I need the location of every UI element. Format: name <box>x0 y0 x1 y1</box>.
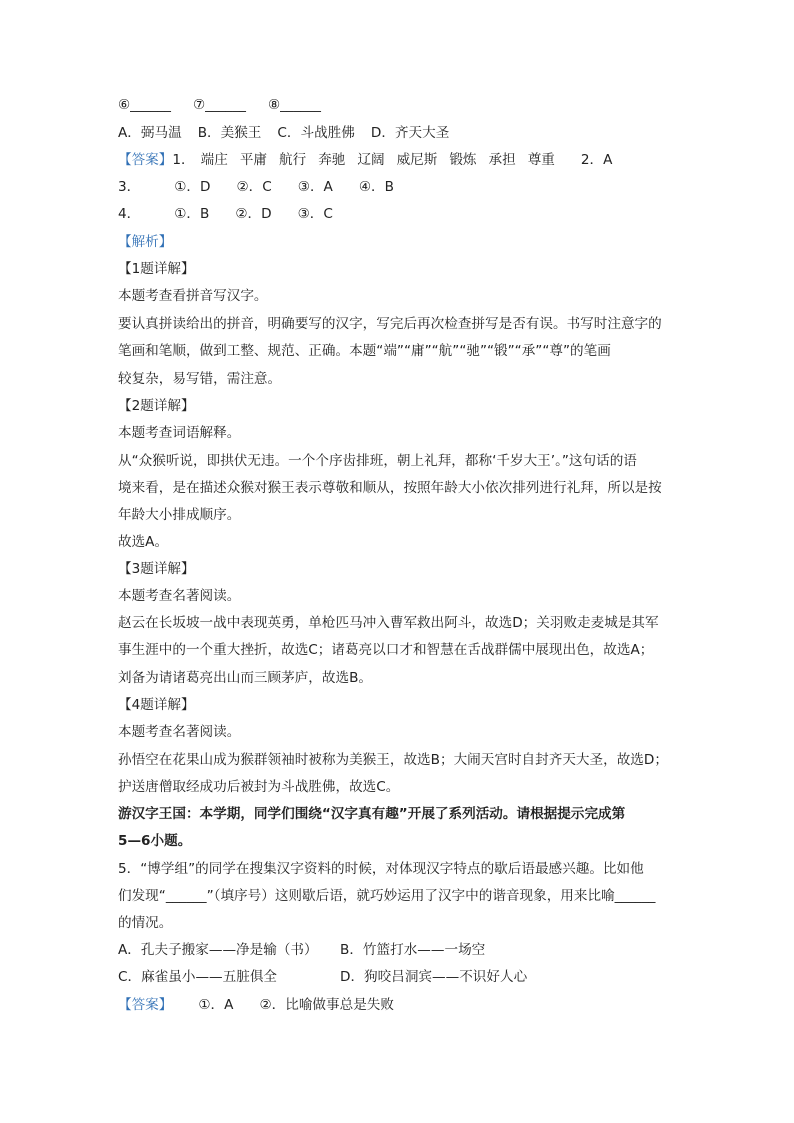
section-1-text: 笔画和笔顺，做到工整、规范、正确。本题“端”“庸”“航”“驰”“锻”“承”“尊”的笔画 <box>118 343 611 359</box>
answer-q4-line <box>118 205 333 223</box>
option-a: A．弼马温 <box>118 125 182 141</box>
answer-q3-item: ④．B <box>358 179 394 195</box>
answer-q3-num: 3． <box>118 179 141 195</box>
option-d: D．齐天大圣 <box>370 125 450 141</box>
answer-word: 辽阔 <box>357 152 385 168</box>
section-1-text: 较复杂，易写错，需注意。 <box>118 371 282 387</box>
blank-8: ⑧______ <box>267 97 321 113</box>
answer-word: 威尼斯 <box>396 152 438 168</box>
section-1-intro: 本题考查看拼音写汉字。 <box>118 288 268 304</box>
answer-q3-item: ②．C <box>236 179 272 195</box>
section-3-text: 赵云在长坂坡一战中表现英勇，单枪匹马冲入曹军救出阿斗，故选D；关羽败走麦城是其军 <box>118 615 659 631</box>
answer-word: 航行 <box>279 152 307 168</box>
answer-5-line <box>118 996 394 1014</box>
blanks-line <box>118 96 321 114</box>
question-5-option-c: C．麻雀虽小——五脏俱全 <box>118 969 278 985</box>
answer-q1-prefix: 1． <box>172 152 195 168</box>
blank-7: ⑦______ <box>192 97 246 113</box>
answer-q4-num: 4． <box>118 206 141 222</box>
answer-q4-item: ①．B <box>174 206 210 222</box>
option-b: B．美猴王 <box>197 125 262 141</box>
section-2-text: 境来看，是在描述众猴对猴王表示尊敬和顺从，按照年龄大小依次排列进行礼拜，所以是按 <box>118 480 662 496</box>
section-4-intro: 本题考查名著阅读。 <box>118 724 241 740</box>
section-2-intro: 本题考查词语解释。 <box>118 425 241 441</box>
question-5-options-row-2 <box>118 968 527 986</box>
section-2-title: 【2题详解】 <box>118 398 195 414</box>
answer-q2: 2．A <box>580 152 613 168</box>
options-line <box>118 124 449 142</box>
answer-tag: 【答案】 <box>118 997 173 1013</box>
answer-q3-item: ①．D <box>174 179 211 195</box>
answer-5-item-2: ②．比喻做事总是失败 <box>259 997 394 1013</box>
section-1-title: 【1题详解】 <box>118 261 195 277</box>
answer-word: 平庸 <box>239 152 267 168</box>
answer-word: 锻炼 <box>449 152 477 168</box>
section-3-intro: 本题考查名著阅读。 <box>118 588 241 604</box>
question-5-option-a: A．孔夫子搬家——净是输（书） <box>118 942 318 958</box>
question-5-stem: 5．“博学组”的同学在搜集汉字资料的时候，对体现汉字特点的歇后语最感兴趣。比如他 <box>118 861 644 877</box>
answer-q4-item: ③．C <box>297 206 333 222</box>
option-c: C．斗战胜佛 <box>277 125 355 141</box>
question-5-option-b: B．竹篮打水——一场空 <box>340 942 486 958</box>
section-3-text: 刘备为请诸葛亮出山而三顾茅庐，故选B。 <box>118 670 373 686</box>
question-5-options-row-1 <box>118 941 485 959</box>
answer-word: 承担 <box>488 152 516 168</box>
answer-q3-line <box>118 178 394 196</box>
section-1-text: 要认真拼读给出的拼音，明确要写的汉字，写完后再次检查拼写是否有误。书写时注意字的 <box>118 316 662 332</box>
section-4-title: 【4题详解】 <box>118 697 195 713</box>
section-2-text: 年龄大小排成顺序。 <box>118 507 241 523</box>
section-2-conclusion: 故选A。 <box>118 534 169 550</box>
answer-line-1 <box>118 151 612 169</box>
answer-word: 端庄 <box>200 152 228 168</box>
analysis-heading: 【解析】 <box>118 234 173 250</box>
section-4-text: 护送唐僧取经成功后被封为斗战胜佛，故选C。 <box>118 779 400 795</box>
activity-intro: 5—6小题。 <box>118 833 192 849</box>
question-5-stem: 的情况。 <box>118 915 173 931</box>
question-5-option-d: D．狗咬吕洞宾——不识好人心 <box>340 969 528 985</box>
section-3-title: 【3题详解】 <box>118 561 195 577</box>
section-2-text: 从“众猴听说，即拱伏无违。一个个序齿排班，朝上礼拜，都称‘千岁大王’。”这句话的语 <box>118 453 637 469</box>
blank-6: ⑥______ <box>118 97 171 113</box>
section-4-text: 孙悟空在花果山成为猴群领袖时被称为美猴王，故选B；大闹天宫时自封齐天大圣，故选D； <box>118 752 668 768</box>
answer-5-item-1: ①．A <box>198 997 234 1013</box>
answer-q4-item: ②．D <box>235 206 272 222</box>
activity-intro: 游汉字王国：本学期，同学们围绕“汉字真有趣”开展了系列活动。请根据提示完成第 <box>118 806 626 822</box>
answer-tag: 【答案】 <box>118 152 173 168</box>
answer-word: 奔驰 <box>318 152 346 168</box>
answer-word: 尊重 <box>527 152 555 168</box>
answer-q3-item: ③．A <box>297 179 333 195</box>
question-5-stem: 们发现“______”（填序号）这则歇后语，就巧妙运用了汉字中的谐音现象，用来比喻______ <box>118 888 656 904</box>
section-3-text: 事生涯中的一个重大挫折，故选C；诸葛亮以口才和智慧在舌战群儒中展现出色，故选A； <box>118 642 654 658</box>
